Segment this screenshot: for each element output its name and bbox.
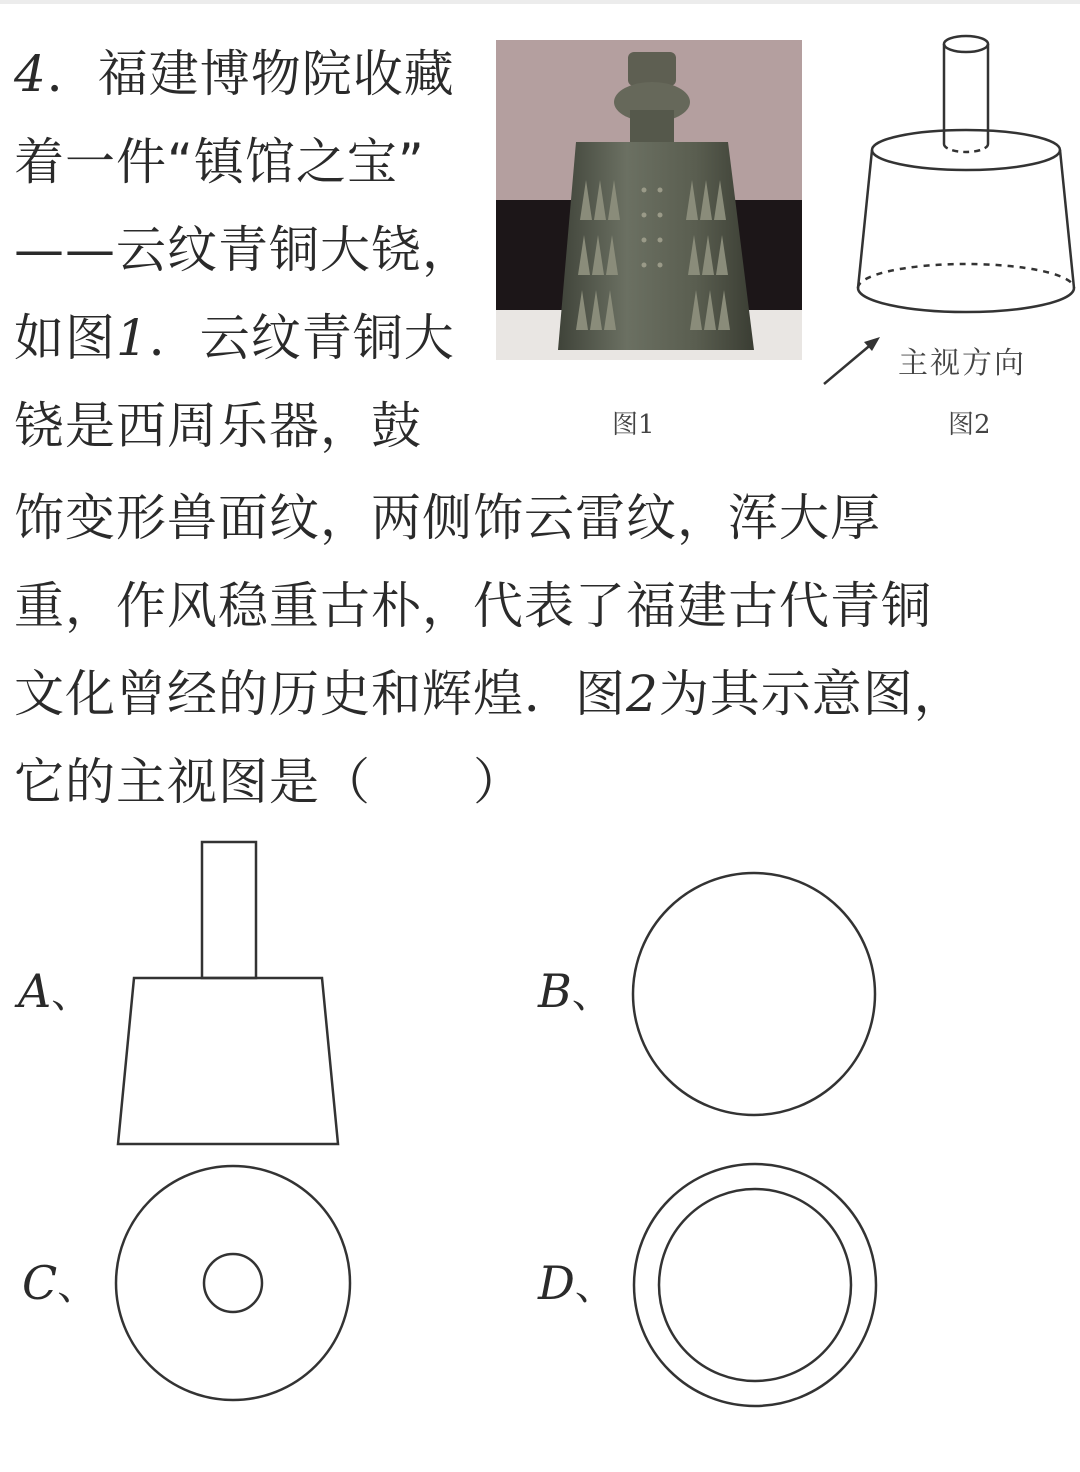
option-b-figure[interactable]	[626, 866, 882, 1122]
option-d-outer-circle	[634, 1164, 876, 1406]
question-line-4: 如图1．云纹青铜大	[14, 309, 455, 367]
option-c-inner-circle	[204, 1254, 262, 1312]
option-c-label[interactable]: C、	[22, 1256, 98, 1310]
option-c-figure[interactable]	[110, 1160, 356, 1406]
figure-2-caption: 图2	[948, 410, 991, 440]
fig2-frustum-bottom-front	[858, 288, 1074, 312]
option-b-label[interactable]: B、	[538, 964, 612, 1018]
fig2-frustum-left	[858, 150, 872, 288]
option-b-circle	[633, 873, 875, 1115]
option-c-outer-circle	[116, 1166, 350, 1400]
figure-1-photo	[496, 40, 802, 360]
top-divider	[0, 0, 1080, 4]
option-d-figure[interactable]	[628, 1158, 882, 1412]
question-number: 4	[14, 45, 47, 103]
figure-1-caption: 图1	[612, 410, 655, 440]
nao-handle-top	[628, 52, 676, 86]
fig2-frustum-right	[1060, 150, 1074, 288]
option-d-label[interactable]: D、	[538, 1256, 615, 1310]
option-a-figure[interactable]	[110, 836, 350, 1156]
question-line-9: 它的主视图是（ ）	[14, 753, 524, 811]
fig2-frustum-bottom-hidden	[858, 264, 1074, 288]
fig2-cylinder-top	[944, 36, 988, 52]
question-line-5: 铙是西周乐器，鼓	[14, 397, 422, 455]
option-a-label[interactable]: A、	[18, 964, 92, 1018]
question-line-1: 4．福建博物院收藏	[14, 45, 455, 103]
direction-arrow-shaft	[824, 342, 874, 384]
nao-handle-stem	[630, 110, 674, 146]
question-line-6: 饰变形兽面纹，两侧饰云雷纹，浑大厚	[14, 489, 881, 547]
option-a-trapezoid	[118, 978, 338, 1144]
question-line-7: 重，作风稳重古朴，代表了福建古代青铜	[14, 577, 932, 635]
question-line-2: 着一件“镇馆之宝”	[14, 133, 425, 191]
fig2-cylinder-hidden	[944, 144, 988, 152]
option-a-handle-rect	[202, 842, 256, 978]
question-line-3: ——云纹青铜大铙，	[14, 221, 473, 279]
direction-label: 主视方向	[898, 346, 1026, 381]
option-d-inner-circle	[659, 1189, 851, 1381]
question-line-8: 文化曾经的历史和辉煌．图2为其示意图，	[14, 665, 965, 723]
fig2-frustum-top	[872, 130, 1060, 170]
